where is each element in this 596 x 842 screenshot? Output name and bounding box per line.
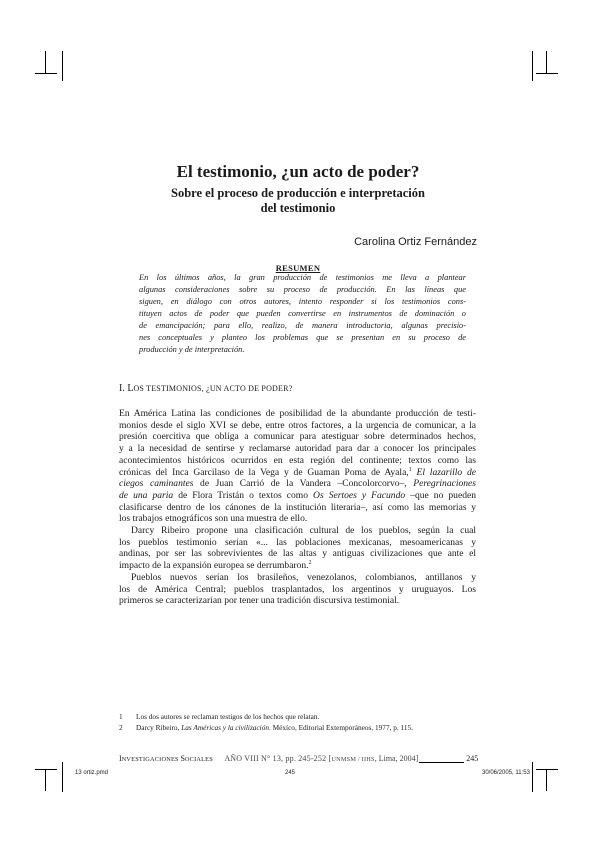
body-text-run: impacto de la expansión europea se derrumbaron. xyxy=(119,560,309,572)
article-title: El testimonio, ¿un acto de poder? xyxy=(176,162,420,181)
body-line xyxy=(119,560,476,572)
page-number: 245 xyxy=(466,754,479,763)
section-heading-rest: OS TESTIMONIOS, ¿UN ACTO DE PODER? xyxy=(133,384,293,393)
body-line xyxy=(119,478,476,490)
abstract-heading-text: RESUMEN xyxy=(275,263,321,273)
slug-timestamp: 30/06/2005, 11:53 xyxy=(482,770,530,776)
crop-mark xyxy=(45,769,46,791)
crop-mark xyxy=(532,51,533,81)
author-name: Carolina Ortiz Fernández xyxy=(354,236,477,248)
issue-info-part: UNMSM / IIHS xyxy=(331,756,375,763)
body-text-run: crónicas del Inca Garcilaso de la Vega y de Guaman Poma de Ayala, xyxy=(119,466,409,478)
body-line: Pueblos nuevos serían los brasileños, venezolanos, colombianos, antillanos y xyxy=(131,571,476,583)
crop-mark xyxy=(62,51,63,81)
section-heading-first: L xyxy=(127,383,134,394)
body-line: acontecimientos históricos ocurridos en esta región del continente; textos como las xyxy=(119,454,476,466)
article-subtitle xyxy=(0,186,596,216)
footnote xyxy=(119,723,413,734)
body-line xyxy=(119,490,476,502)
footnote-text: Los dos autores se reclaman testigos de los hechos que relatan. xyxy=(136,712,320,721)
issue-info-initial: A xyxy=(224,754,231,763)
book-title: de una paria xyxy=(119,489,174,501)
issue-info-part: ÑO VIII N° 13, pp. 245-252 [ xyxy=(230,754,332,763)
abstract-line: producción y de interpretación. xyxy=(139,345,245,354)
crop-mark xyxy=(536,769,558,770)
body-line: Darcy Ribeiro propone una clasificación cultural de los pueblos, según la cual xyxy=(131,525,476,537)
slug-page: 245 xyxy=(285,770,296,776)
book-title: Os Sertoes y Facundo xyxy=(313,489,406,501)
crop-mark xyxy=(45,51,46,73)
body-text-run: de Juan Carrió de la Vandera –Concolorcorvo–, xyxy=(193,478,414,490)
body-line: clasificarse dentro de los cánones de la institución literaria–, así como las memorias y xyxy=(119,501,476,513)
journal-name xyxy=(119,754,213,763)
section-number: I. xyxy=(119,383,125,394)
book-title: Peregrinaciones xyxy=(413,478,476,490)
footnote-number: 1 xyxy=(119,712,123,721)
body-text-run: de Flora Tristán o textos como xyxy=(173,489,314,501)
crop-mark xyxy=(546,769,547,791)
crop-mark xyxy=(532,762,533,792)
body-line: los de América Central; pueblos trasplantados, los argentinos y uruguayos. Los xyxy=(119,583,476,595)
footnote-ref: 2 xyxy=(308,559,312,566)
abstract-line: En los últimos años, la gran producción de testimonios me lleva a plantear xyxy=(139,273,466,282)
crop-mark xyxy=(536,73,558,74)
book-title: Las Américas y la civilización xyxy=(181,722,270,732)
abstract-line: algunas consideraciones sobre su proceso de producción. En las líneas que xyxy=(139,285,466,294)
body-line: presión coercitiva que obliga a comunicar para atestiguar sobre determinados hechos, xyxy=(119,431,476,443)
footnote-ref: 1 xyxy=(408,466,412,473)
footnote xyxy=(119,712,413,723)
crop-mark xyxy=(35,73,57,74)
abstract-line: nes conceptuales y planteo los problemas que se presentan en su proceso de xyxy=(139,333,466,342)
book-title: El lazarillo de xyxy=(416,466,476,478)
body-text xyxy=(119,408,476,607)
body-line: primeros se caracterizarían por tener una tradición discursiva testimonial. xyxy=(119,595,400,607)
body-line: andinas, por ser las sobrevivientes de las altas y antiguas civilizaciones que ante el xyxy=(119,548,476,560)
footnote-text: Darcy Ribeiro, xyxy=(136,722,182,732)
abstract-line: siguen, en diálogo con otros autores, intento responder si los testimonios cons- xyxy=(139,297,466,306)
footnote-number: 2 xyxy=(119,722,123,732)
journal-name-rest: NVESTIGACIONES xyxy=(121,756,181,763)
book-title: ciegos caminantes xyxy=(119,478,194,490)
body-line xyxy=(119,467,476,479)
body-text-run: –que no pueden xyxy=(405,489,476,501)
abstract-line: de emancipación; para ello, realizo, de manera introductoria, algunas precisio- xyxy=(139,321,466,330)
footer-rule xyxy=(419,754,464,763)
body-line: los trabajos etnográficos son una muestra de ello. xyxy=(119,513,308,525)
issue-info-part: , Lima, 2004] xyxy=(374,754,419,763)
footnotes xyxy=(119,712,413,733)
journal-name-initial: I xyxy=(119,754,122,763)
journal-name-initial: S xyxy=(180,754,185,763)
issue-info xyxy=(224,754,418,763)
body-line: monios desde el siglo XVI se debe, entre otros factores, a la urgencia de comunicar, a la xyxy=(119,419,476,431)
slug-filename: 13 ortiz.pmd xyxy=(75,770,109,776)
crop-mark xyxy=(35,769,57,770)
crop-mark xyxy=(62,762,63,792)
crop-mark xyxy=(546,51,547,73)
subtitle-line: del testimonio xyxy=(260,201,336,215)
abstract-text xyxy=(139,272,466,356)
body-line: En América Latina las condiciones de posibilidad de la abundante producción de testi- xyxy=(119,408,476,419)
abstract-line: tituyen actos de poder que pueden convertirse en instrumentos de dominación o xyxy=(139,309,466,318)
footnote-text: . Méxíco, Editorial Extemporáneos, 1977, p. 115. xyxy=(269,722,414,732)
journal-name-rest: OCIALES xyxy=(184,756,213,763)
running-footer xyxy=(119,754,478,763)
section-heading xyxy=(119,383,292,394)
body-line: los pueblos testimonio serían «... las poblaciones mexicanas, mesoamericanas y xyxy=(119,536,476,548)
body-line: y a la necesidad de sentirse y reclamarse autoridad para dar a conocer los principales xyxy=(119,443,476,455)
subtitle-line: Sobre el proceso de producción e interpretación xyxy=(171,186,425,200)
